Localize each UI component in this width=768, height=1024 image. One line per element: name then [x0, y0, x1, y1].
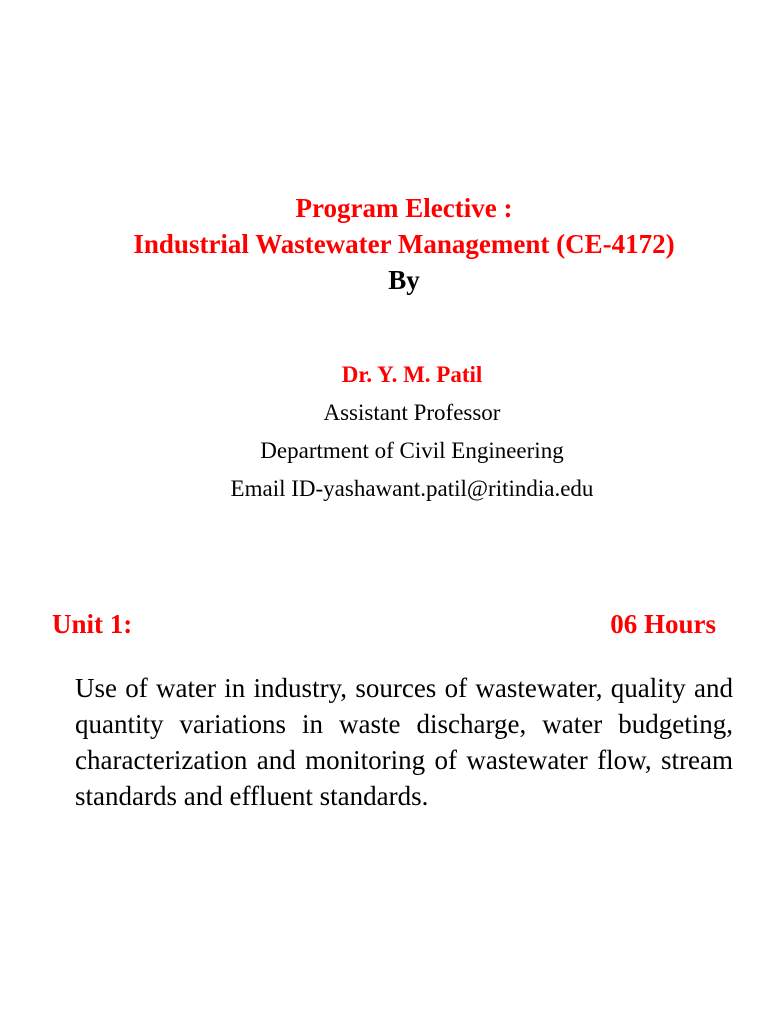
unit-description: Use of water in industry, sources of wastewater, quality and quantity variations in waste discharge, water budgeting, characterization and monitoring of wastewater flow, stream standards and effluent standards.	[75, 673, 733, 811]
author-position: Assistant Professor	[323, 400, 501, 425]
program-elective-heading: Program Elective :	[295, 193, 513, 223]
unit-hours: 06 Hours	[610, 609, 716, 639]
author-department: Department of Civil Engineering	[260, 438, 564, 463]
course-title: Industrial Wastewater Management (CE-4172)	[133, 229, 675, 259]
author-name: Dr. Y. M. Patil	[341, 362, 483, 387]
author-block	[0, 356, 768, 508]
author-email: Email ID-yashawant.patil@ritindia.edu	[230, 476, 594, 501]
unit-label: Unit 1:	[52, 609, 133, 639]
by-label: By	[388, 265, 420, 295]
